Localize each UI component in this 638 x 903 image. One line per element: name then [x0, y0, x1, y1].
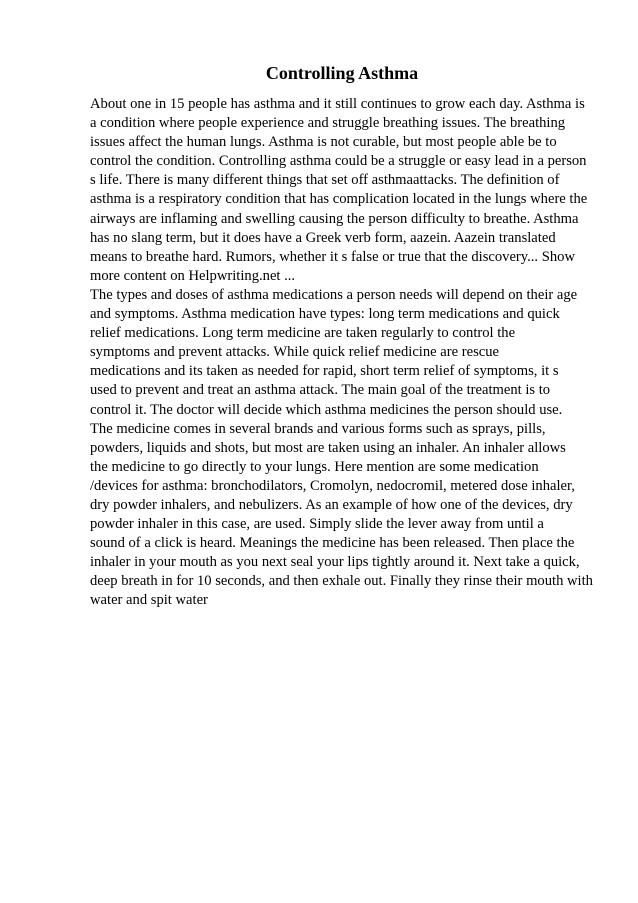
body-line: sound of a click is heard. Meanings the medicine has been released. Then place the [90, 535, 575, 552]
body-line: means to breathe hard. Rumors, whether it s false or true that the discovery... Show [90, 248, 575, 265]
body-line: issues affect the human lungs. Asthma is not curable, but most people able be to [90, 134, 557, 151]
body-line: used to prevent and treat an asthma attack. The main goal of the treatment is to [90, 382, 551, 399]
body-line: s life. There is many different things that set off asthmaattacks. The definition of [90, 172, 560, 189]
body-line: inhaler in your mouth as you next seal your lips tightly around it. Next take a quick, [90, 554, 580, 571]
body-line: relief medications. Long term medicine are taken regularly to control the [90, 325, 516, 342]
body-line: a condition where people experience and struggle breathing issues. The breathing [90, 115, 566, 132]
body-line: symptoms and prevent attacks. While quick relief medicine are rescue [90, 344, 500, 361]
body-line: airways are inflaming and swelling causing the person difficulty to breathe. Asthma [90, 210, 579, 227]
body-line: the medicine to go directly to your lungs. Here mention are some medication [90, 458, 539, 475]
body-line: water and spit water [90, 592, 208, 609]
body-line: has no slang term, but it does have a Greek verb form, aazein. Aazein translated [90, 229, 556, 246]
body-line: The types and doses of asthma medications a person needs will depend on their age [90, 286, 578, 303]
body-line: dry powder inhalers, and nebulizers. As an example of how one of the devices, dry [90, 496, 573, 513]
body-line: deep breath in for 10 seconds, and then exhale out. Finally they rinse their mouth with [90, 573, 593, 590]
body-line: /devices for asthma: bronchodilators, Cromolyn, nedocromil, metered dose inhaler, [90, 477, 575, 494]
body-line: control it. The doctor will decide which asthma medicines the person should use. [90, 401, 563, 418]
document-body [90, 95, 610, 611]
body-line: powders, liquids and shots, but most are taken using an inhaler. An inhaler allows [90, 439, 566, 456]
document-title: Controlling Asthma [265, 63, 419, 83]
body-line: asthma is a respiratory condition that has complication located in the lungs where the [90, 191, 588, 208]
body-line: The medicine comes in several brands and various forms such as sprays, pills, [90, 420, 546, 437]
body-line: About one in 15 people has asthma and it still continues to grow each day. Asthma is [90, 96, 585, 112]
body-line: powder inhaler in this case, are used. Simply slide the lever away from until a [90, 516, 544, 533]
body-line: medications and its taken as needed for rapid, short term relief of symptoms, it s [90, 363, 559, 380]
body-line: control the condition. Controlling asthma could be a struggle or easy lead in a person [90, 153, 587, 170]
body-line: more content on Helpwriting.net ... [90, 267, 296, 284]
body-line: and symptoms. Asthma medication have types: long term medications and quick [90, 306, 560, 323]
